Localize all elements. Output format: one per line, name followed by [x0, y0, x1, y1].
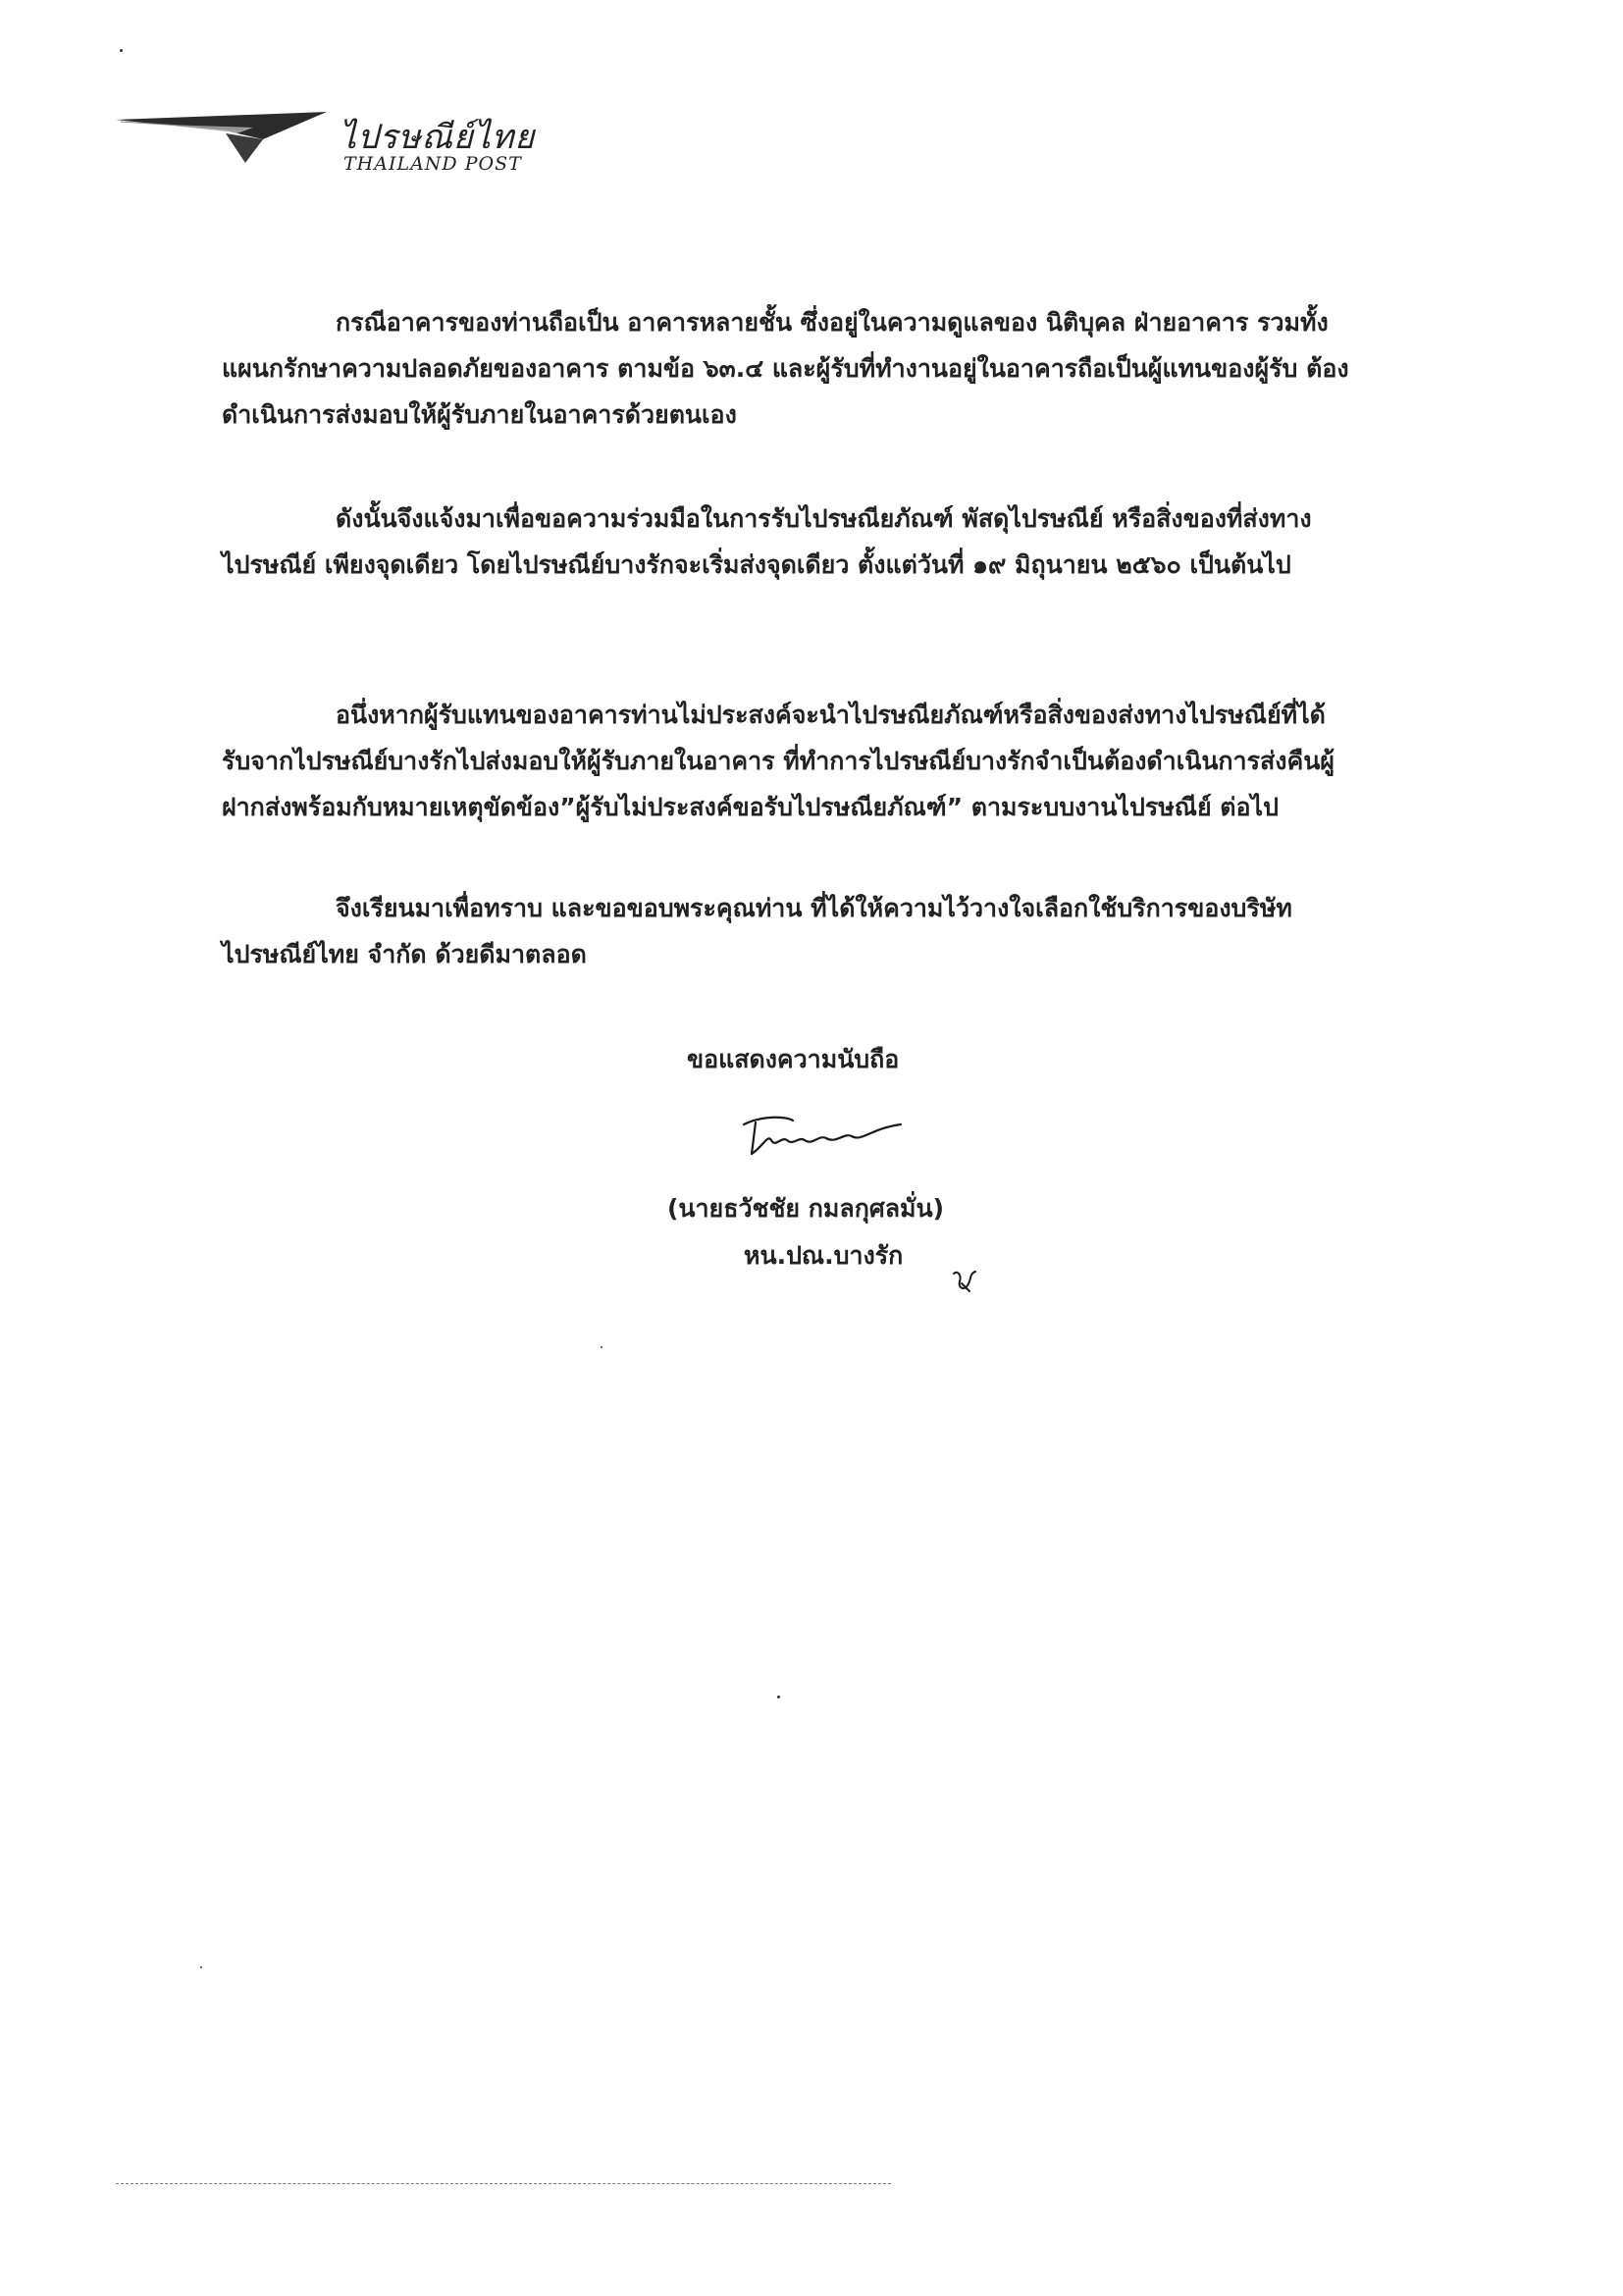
paragraph-thanks: จึงเรียนมาเพื่อทราบ และขอขอบพระคุณท่าน ที่ได้ให้ความไว้วางใจเลือกใช้บริการของบริษัทไปรษณีย์ไทย จำกัด ด้วยดีมาตลอด: [222, 894, 1292, 968]
scan-speck: [601, 1346, 602, 1348]
signer-name: (นายธวัชชัย กมลกุศลมั่น): [667, 1194, 945, 1223]
paragraph-building: กรณีอาคารของท่านถือเป็น อาคารหลายชั้น ซึ่งอยู่ในความดูแลของ นิติบุคล ฝ่ายอาคาร รวมทั้งแผนกรักษาความปลอดภัยของอาคาร ตามข้อ ๖๓.๔ และผู้รับที่ทำงานอยู่ในอาคารถือเป็นผู้แทนของผู้รับ ต้องดำเนินการส่งมอบให้ผู้รับภายในอาคารด้วยตนเอง: [222, 308, 1349, 429]
scan-speck: [120, 49, 123, 52]
scan-speck: [200, 1966, 202, 1968]
thailand-post-logo: [116, 110, 567, 181]
paragraph-request: ดังนั้นจึงแจ้งมาเพื่อขอความร่วมมือในการรับไปรษณียภัณฑ์ พัสดุไปรษณีย์ หรือสิ่งของที่ส่งทางไปรษณีย์ เพียงจุดเดียว โดยไปรษณีย์บางรักจะเริ่มส่งจุดเดียว ตั้งแต่วันที่ ๑๙ มิถุนายน ๒๕๖๐ เป็นต้นไป: [222, 504, 1312, 579]
handwritten-initial-icon: [950, 1266, 979, 1295]
logo-english-text: THAILAND POST: [343, 153, 522, 175]
signature-icon: [734, 1107, 911, 1166]
closing-text: ขอแสดงความนับถือ: [687, 1045, 900, 1073]
footer-rule: [116, 2183, 891, 2184]
scan-speck: [777, 1696, 780, 1698]
paragraph-return-notice: อนึ่งหากผู้รับแทนของอาคารท่านไม่ประสงค์จะนำไปรษณียภัณฑ์หรือสิ่งของส่งทางไปรษณีย์ที่ได้รับจากไปรษณีย์บางรักไปส่งมอบให้ผู้รับภายในอาคาร ที่ทำการไปรษณีย์บางรักจำเป็นต้องดำเนินการส่งคืนผู้ฝากส่งพร้อมกับหมายเหตุขัดข้อง”ผู้รับไม่ประสงค์ขอรับไปรษณียภัณฑ์” ตามระบบงานไปรษณีย์ ต่อไป: [222, 701, 1335, 821]
post-wing-icon: [116, 110, 332, 169]
logo-thai-text: ไปรษณีย์ไทย: [340, 118, 536, 157]
signer-position: หน.ปณ.บางรัก: [744, 1241, 904, 1270]
